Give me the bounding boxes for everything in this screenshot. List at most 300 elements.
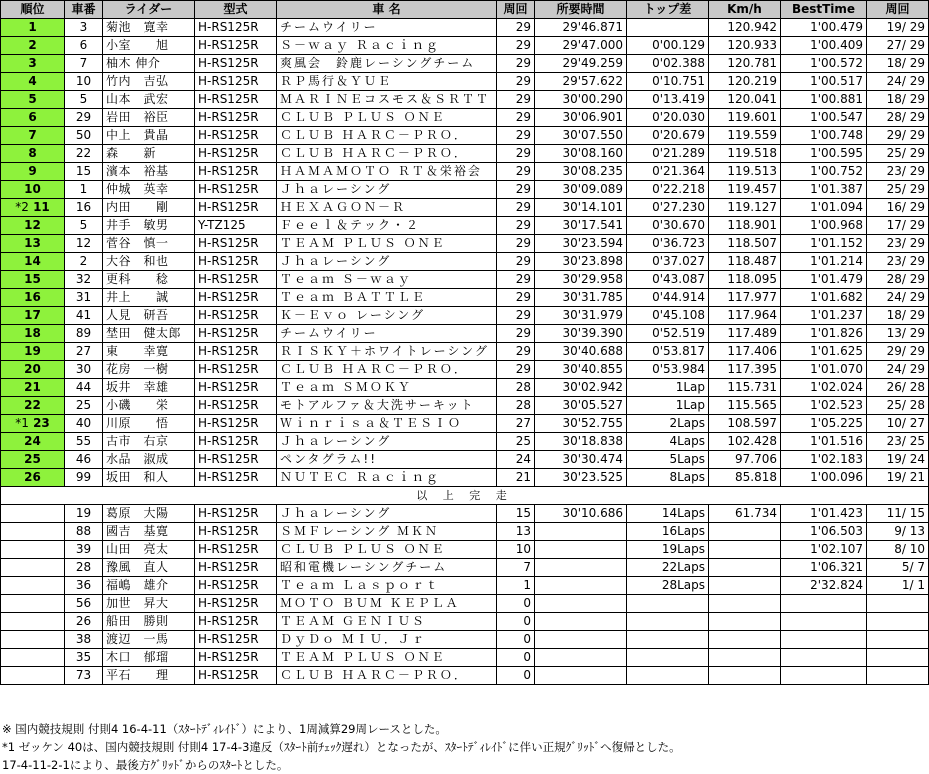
position-cell [1, 523, 65, 541]
team-name: モトアルファ＆大洗サーキット [277, 397, 497, 415]
car-number: 1 [65, 181, 103, 199]
team-name: Ｊｈａレーシング [277, 253, 497, 271]
result-row [1, 469, 929, 487]
team-name: ＣＬＵＢ ＨＡＲＣ－ＰＲＯ． [277, 361, 497, 379]
team-name: Ｋ－Ｅｖｏ レーシング [277, 307, 497, 325]
gap-to-leader: 0'53.984 [627, 361, 709, 379]
best-lap-time: 1'00.752 [781, 163, 867, 181]
team-name: ＲＩＳＫＹ＋ホワイトレーシング [277, 343, 497, 361]
average-speed [709, 667, 781, 685]
machine-model: H-RS125R [195, 631, 277, 649]
result-row [1, 37, 929, 55]
best-lap-time: 1'00.595 [781, 145, 867, 163]
machine-model: H-RS125R [195, 469, 277, 487]
rider-name: 山田 亮太 [103, 541, 195, 559]
team-name: ＮＵＴＥＣ Ｒａｃｉｎｇ [277, 469, 497, 487]
total-time: 30'40.855 [535, 361, 627, 379]
team-name: Ｓ－ｗａｙ Ｒａｃｉｎｇ [277, 37, 497, 55]
laps: 29 [497, 325, 535, 343]
position-cell [1, 631, 65, 649]
position-cell [1, 55, 65, 73]
position-cell [1, 217, 65, 235]
average-speed: 120.781 [709, 55, 781, 73]
position-cell [1, 289, 65, 307]
result-row [1, 181, 929, 199]
laps: 29 [497, 343, 535, 361]
total-time: 29'49.259 [535, 55, 627, 73]
best-lap-time: 1'01.516 [781, 433, 867, 451]
gap-to-leader: 16Laps [627, 523, 709, 541]
team-name: ＭＡＲＩＮＥコスモス＆ＳＲＴＴ [277, 91, 497, 109]
best-lap-time: 1'01.625 [781, 343, 867, 361]
average-speed: 120.219 [709, 73, 781, 91]
laps: 0 [497, 613, 535, 631]
best-lap-number: 13/ 29 [867, 325, 929, 343]
best-lap-number: 24/ 29 [867, 73, 929, 91]
laps: 7 [497, 559, 535, 577]
rider-name: 埜田 健太郎 [103, 325, 195, 343]
best-lap-number: 24/ 29 [867, 289, 929, 307]
rider-name: 人見 研吾 [103, 307, 195, 325]
position-value: 6 [28, 110, 37, 124]
finishers-separator: 以 上 完 走 [1, 487, 929, 505]
best-lap-number: 9/ 13 [867, 523, 929, 541]
total-time: 30'23.898 [535, 253, 627, 271]
rider-name: 葛原 大陽 [103, 505, 195, 523]
total-time [535, 631, 627, 649]
best-lap-time: 1'00.881 [781, 91, 867, 109]
total-time: 30'31.979 [535, 307, 627, 325]
rider-name: 木口 郁瑠 [103, 649, 195, 667]
result-row [1, 595, 929, 613]
laps: 29 [497, 235, 535, 253]
average-speed [709, 523, 781, 541]
team-name: ＣＬＵＢ ＰＬＵＳ ＯＮＥ [277, 109, 497, 127]
result-row [1, 91, 929, 109]
team-name: ペンタグラム!! [277, 451, 497, 469]
machine-model: H-RS125R [195, 613, 277, 631]
team-name: 爽風会 鈴鹿レーシングチーム [277, 55, 497, 73]
total-time: 30'02.942 [535, 379, 627, 397]
rider-name: 坂田 和人 [103, 469, 195, 487]
car-number: 5 [65, 91, 103, 109]
machine-model: H-RS125R [195, 163, 277, 181]
total-time: 29'57.622 [535, 73, 627, 91]
machine-model: H-RS125R [195, 595, 277, 613]
machine-model: H-RS125R [195, 19, 277, 37]
best-lap-time: 1'02.107 [781, 541, 867, 559]
position-cell [1, 307, 65, 325]
rider-name: 船田 勝則 [103, 613, 195, 631]
position-cell [1, 469, 65, 487]
gap-to-leader: 0'20.030 [627, 109, 709, 127]
machine-model: H-RS125R [195, 289, 277, 307]
laps: 29 [497, 181, 535, 199]
position-value: 13 [24, 236, 41, 250]
best-lap-time [781, 649, 867, 667]
result-row [1, 667, 929, 685]
result-row [1, 415, 929, 433]
best-lap-number: 28/ 29 [867, 109, 929, 127]
result-row [1, 379, 929, 397]
position-cell [1, 73, 65, 91]
penalty-mark: *2 [15, 200, 29, 214]
car-number: 35 [65, 649, 103, 667]
total-time: 30'29.958 [535, 271, 627, 289]
average-speed [709, 559, 781, 577]
gap-to-leader: 2Laps [627, 415, 709, 433]
average-speed: 102.428 [709, 433, 781, 451]
gap-to-leader: 19Laps [627, 541, 709, 559]
position-cell [1, 649, 65, 667]
best-lap-time: 1'02.183 [781, 451, 867, 469]
gap-to-leader [627, 631, 709, 649]
best-lap-time: 1'00.748 [781, 127, 867, 145]
position-cell [1, 667, 65, 685]
rider-name: 濱本 裕基 [103, 163, 195, 181]
best-lap-time: 1'01.214 [781, 253, 867, 271]
gap-to-leader: 0'37.027 [627, 253, 709, 271]
best-lap-time: 1'01.094 [781, 199, 867, 217]
total-time: 30'10.686 [535, 505, 627, 523]
position-cell [1, 19, 65, 37]
team-name: Ｔｅａｍ ＳＭＯＫＹ [277, 379, 497, 397]
result-row [1, 217, 929, 235]
position-cell [1, 415, 65, 433]
result-row [1, 163, 929, 181]
position-cell [1, 145, 65, 163]
position-value: 10 [24, 182, 41, 196]
best-lap-time: 1'00.517 [781, 73, 867, 91]
rider-name: 小室 旭 [103, 37, 195, 55]
rider-name: 東 幸寛 [103, 343, 195, 361]
total-time: 30'18.838 [535, 433, 627, 451]
total-time: 30'17.541 [535, 217, 627, 235]
car-number: 19 [65, 505, 103, 523]
gap-to-leader: 0'22.218 [627, 181, 709, 199]
laps: 29 [497, 199, 535, 217]
total-time: 30'23.525 [535, 469, 627, 487]
machine-model: H-RS125R [195, 505, 277, 523]
result-row [1, 613, 929, 631]
machine-model: H-RS125R [195, 343, 277, 361]
best-lap-number: 23/ 25 [867, 433, 929, 451]
position-value: 3 [28, 56, 37, 70]
car-number: 46 [65, 451, 103, 469]
machine-model: H-RS125R [195, 307, 277, 325]
best-lap-number: 1/ 1 [867, 577, 929, 595]
gap-to-leader [627, 613, 709, 631]
gap-to-leader: 0'30.670 [627, 217, 709, 235]
best-lap-time [781, 667, 867, 685]
car-number: 25 [65, 397, 103, 415]
car-number: 29 [65, 109, 103, 127]
best-lap-number: 19/ 24 [867, 451, 929, 469]
average-speed: 108.597 [709, 415, 781, 433]
laps: 1 [497, 577, 535, 595]
result-row [1, 361, 929, 379]
laps: 24 [497, 451, 535, 469]
total-time [535, 667, 627, 685]
result-row [1, 649, 929, 667]
team-name: ＴＥＡＭ ＰＬＵＳ ＯＮＥ [277, 649, 497, 667]
best-lap-number: 18/ 29 [867, 55, 929, 73]
position-cell [1, 163, 65, 181]
car-number: 38 [65, 631, 103, 649]
machine-model: H-RS125R [195, 37, 277, 55]
laps: 29 [497, 271, 535, 289]
laps: 29 [497, 37, 535, 55]
gap-to-leader [627, 595, 709, 613]
gap-to-leader: 22Laps [627, 559, 709, 577]
average-speed: 119.601 [709, 109, 781, 127]
machine-model: H-RS125R [195, 253, 277, 271]
rider-name: 豫風 直人 [103, 559, 195, 577]
car-number: 31 [65, 289, 103, 307]
team-name: ＣＬＵＢ ＰＬＵＳ ＯＮＥ [277, 541, 497, 559]
machine-model: H-RS125R [195, 577, 277, 595]
car-number: 16 [65, 199, 103, 217]
total-time [535, 577, 627, 595]
machine-model: H-RS125R [195, 667, 277, 685]
position-cell [1, 433, 65, 451]
team-name: Ｔｅａｍ ＢＡＴＴＬＥ [277, 289, 497, 307]
rider-name: 井手 敏男 [103, 217, 195, 235]
position-value: 8 [28, 146, 37, 160]
header-laps: 周回 [497, 1, 535, 19]
footnote-3: 17-4-11-2-1により、最後方ｸﾞﾘｯﾄﾞからのｽﾀｰﾄとした。 [2, 758, 289, 772]
result-row [1, 451, 929, 469]
machine-model: H-RS125R [195, 523, 277, 541]
laps: 29 [497, 91, 535, 109]
footnote-1: ※ 国内競技規則 付則4 16-4-11（ｽﾀｰﾄﾃﾞｨﾚｲﾄﾞ）により、1周減算29周レースとした。 [2, 722, 447, 736]
best-lap-number: 5/ 7 [867, 559, 929, 577]
position-cell [1, 505, 65, 523]
average-speed: 118.095 [709, 271, 781, 289]
result-row [1, 307, 929, 325]
result-row [1, 541, 929, 559]
rider-name: 花房 一樹 [103, 361, 195, 379]
laps: 29 [497, 145, 535, 163]
best-lap-number: 18/ 29 [867, 91, 929, 109]
gap-to-leader [627, 649, 709, 667]
average-speed: 119.559 [709, 127, 781, 145]
car-number: 50 [65, 127, 103, 145]
result-row [1, 73, 929, 91]
gap-to-leader: 0'20.679 [627, 127, 709, 145]
position-cell [1, 379, 65, 397]
result-row [1, 127, 929, 145]
gap-to-leader [627, 19, 709, 37]
gap-to-leader: 0'27.230 [627, 199, 709, 217]
best-lap-time: 1'00.096 [781, 469, 867, 487]
total-time: 30'31.785 [535, 289, 627, 307]
machine-model: H-RS125R [195, 451, 277, 469]
team-name: 昭和電機レーシングチーム [277, 559, 497, 577]
best-lap-time [781, 631, 867, 649]
car-number: 12 [65, 235, 103, 253]
average-speed [709, 541, 781, 559]
position-value: 21 [24, 380, 41, 394]
position-cell [1, 325, 65, 343]
position-value: 2 [28, 38, 37, 52]
team-name: ＣＬＵＢ ＨＡＲＣ－ＰＲＯ． [277, 145, 497, 163]
result-row [1, 397, 929, 415]
best-lap-number: 18/ 29 [867, 307, 929, 325]
total-time: 30'08.235 [535, 163, 627, 181]
position-value: 26 [24, 470, 41, 484]
best-lap-number: 25/ 29 [867, 145, 929, 163]
laps: 29 [497, 163, 535, 181]
car-number: 56 [65, 595, 103, 613]
car-number: 41 [65, 307, 103, 325]
laps: 29 [497, 307, 535, 325]
total-time: 29'47.000 [535, 37, 627, 55]
result-row [1, 325, 929, 343]
machine-model: H-RS125R [195, 325, 277, 343]
machine-model: H-RS125R [195, 397, 277, 415]
best-lap-time: 1'00.968 [781, 217, 867, 235]
gap-to-leader: 8Laps [627, 469, 709, 487]
position-cell [1, 397, 65, 415]
team-name: Ｔｅａｍ Ｓ－ｗａｙ [277, 271, 497, 289]
average-speed: 85.818 [709, 469, 781, 487]
position-cell [1, 199, 65, 217]
rider-name: 渡辺 一馬 [103, 631, 195, 649]
rider-name: 森 新 [103, 145, 195, 163]
gap-to-leader: 5Laps [627, 451, 709, 469]
team-name: ＴＥＡＭ ＰＬＵＳ ＯＮＥ [277, 235, 497, 253]
position-cell [1, 91, 65, 109]
laps: 0 [497, 595, 535, 613]
best-lap-time: 1'01.682 [781, 289, 867, 307]
best-lap-time: 1'01.423 [781, 505, 867, 523]
gap-to-leader: 14Laps [627, 505, 709, 523]
machine-model: H-RS125R [195, 541, 277, 559]
best-lap-number: 16/ 29 [867, 199, 929, 217]
gap-to-leader: 0'44.914 [627, 289, 709, 307]
best-lap-time: 1'00.479 [781, 19, 867, 37]
total-time: 30'08.160 [535, 145, 627, 163]
car-number: 99 [65, 469, 103, 487]
position-cell [1, 271, 65, 289]
position-value: 19 [24, 344, 41, 358]
best-lap-number: 8/ 10 [867, 541, 929, 559]
laps: 29 [497, 109, 535, 127]
position-cell [1, 559, 65, 577]
result-row [1, 523, 929, 541]
result-row [1, 559, 929, 577]
rider-name: 川原 悟 [103, 415, 195, 433]
gap-to-leader: 0'43.087 [627, 271, 709, 289]
gap-to-leader [627, 667, 709, 685]
result-row [1, 109, 929, 127]
gap-to-leader: 0'36.723 [627, 235, 709, 253]
total-time: 30'07.550 [535, 127, 627, 145]
total-time: 30'39.390 [535, 325, 627, 343]
laps: 15 [497, 505, 535, 523]
car-number: 27 [65, 343, 103, 361]
position-cell [1, 343, 65, 361]
gap-to-leader: 1Lap [627, 379, 709, 397]
team-name: Ｊｈａレーシング [277, 433, 497, 451]
best-lap-time: 1'01.070 [781, 361, 867, 379]
position-cell [1, 235, 65, 253]
footnotes [0, 720, 898, 774]
gap-to-leader: 0'45.108 [627, 307, 709, 325]
total-time [535, 523, 627, 541]
machine-model: Y-TZ125 [195, 217, 277, 235]
best-lap-time: 1'06.321 [781, 559, 867, 577]
position-value: 5 [28, 92, 37, 106]
machine-model: H-RS125R [195, 361, 277, 379]
best-lap-number: 11/ 15 [867, 505, 929, 523]
best-lap-number: 27/ 29 [867, 37, 929, 55]
average-speed: 118.507 [709, 235, 781, 253]
total-time: 30'09.089 [535, 181, 627, 199]
machine-model: H-RS125R [195, 181, 277, 199]
average-speed: 120.933 [709, 37, 781, 55]
best-lap-number [867, 595, 929, 613]
result-row [1, 199, 929, 217]
best-lap-number: 28/ 29 [867, 271, 929, 289]
car-number: 3 [65, 19, 103, 37]
average-speed: 119.518 [709, 145, 781, 163]
machine-model: H-RS125R [195, 235, 277, 253]
car-number: 2 [65, 253, 103, 271]
average-speed: 120.942 [709, 19, 781, 37]
gap-to-leader: 0'02.388 [627, 55, 709, 73]
team-name: Ｊｈａレーシング [277, 505, 497, 523]
rider-name: 中上 貴晶 [103, 127, 195, 145]
position-value: 16 [24, 290, 41, 304]
average-speed: 118.901 [709, 217, 781, 235]
rider-name: 大谷 和也 [103, 253, 195, 271]
car-number: 32 [65, 271, 103, 289]
total-time [535, 595, 627, 613]
position-cell [1, 577, 65, 595]
total-time: 30'14.101 [535, 199, 627, 217]
rider-name: 仲城 英幸 [103, 181, 195, 199]
team-name: ＨＡＭＡＭＯＴＯ ＲＴ＆栄裕会 [277, 163, 497, 181]
gap-to-leader: 4Laps [627, 433, 709, 451]
team-name: チームウイリー [277, 19, 497, 37]
gap-to-leader: 0'52.519 [627, 325, 709, 343]
best-lap-number: 23/ 29 [867, 253, 929, 271]
laps: 0 [497, 649, 535, 667]
best-lap-number: 26/ 28 [867, 379, 929, 397]
car-number: 15 [65, 163, 103, 181]
header-gap: トップ差 [627, 1, 709, 19]
average-speed: 117.406 [709, 343, 781, 361]
header-rider: ライダー [103, 1, 195, 19]
best-lap-number: 23/ 29 [867, 163, 929, 181]
rider-name: 内田 剛 [103, 199, 195, 217]
machine-model: H-RS125R [195, 127, 277, 145]
gap-to-leader: 0'00.129 [627, 37, 709, 55]
gap-to-leader: 0'10.751 [627, 73, 709, 91]
team-name: ＭＯＴＯ ＢＵＭ ＫＥＰＬＡ [277, 595, 497, 613]
rider-name: 山本 武宏 [103, 91, 195, 109]
average-speed: 119.513 [709, 163, 781, 181]
rider-name: 菅谷 慎一 [103, 235, 195, 253]
laps: 29 [497, 289, 535, 307]
rider-name: 柚木 伸介 [103, 55, 195, 73]
average-speed: 115.565 [709, 397, 781, 415]
penalty-mark: *1 [15, 416, 29, 430]
laps: 28 [497, 397, 535, 415]
gap-to-leader: 28Laps [627, 577, 709, 595]
